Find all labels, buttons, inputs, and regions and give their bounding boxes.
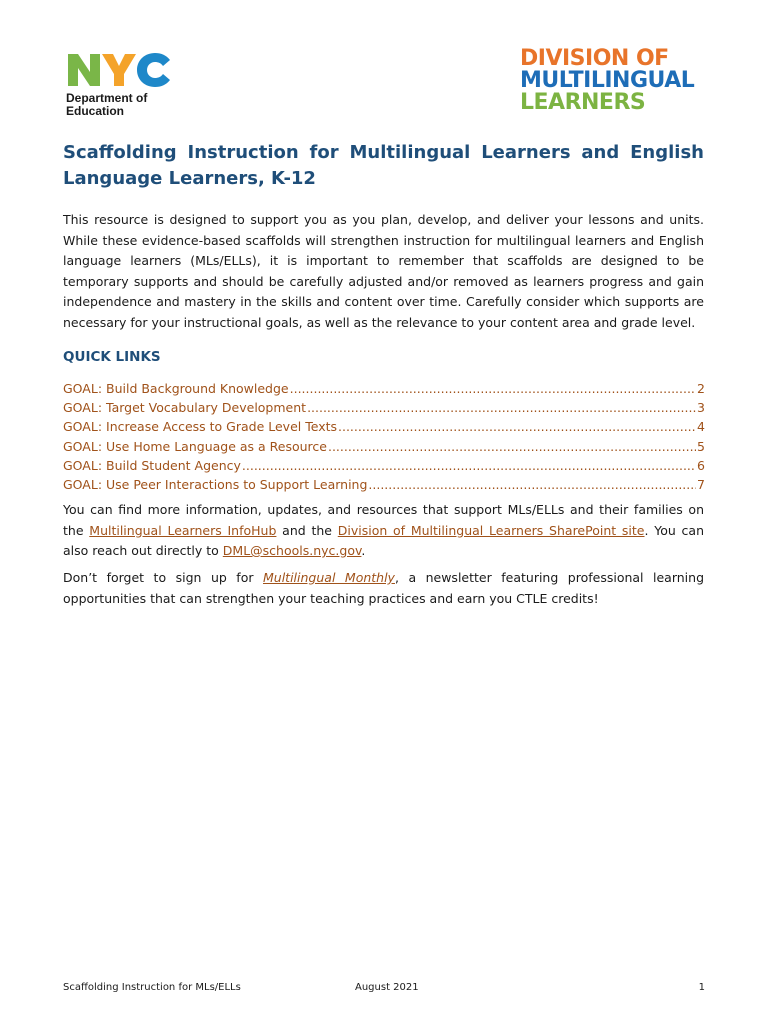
nyc-department-name <box>66 92 186 118</box>
quick-link-label: GOAL: Use Peer Interactions to Support Learning <box>63 477 368 493</box>
quick-link-leader <box>290 379 696 398</box>
footer-page-number: 1 <box>698 982 705 993</box>
quick-link-page: 3 <box>697 400 705 416</box>
footer-document-name: Scaffolding Instruction for MLs/ELLs <box>63 982 241 993</box>
quick-link-page: 6 <box>697 457 705 473</box>
email-link[interactable]: DML@schools.nyc.gov <box>222 543 362 558</box>
quick-link-vocabulary[interactable] <box>63 398 705 417</box>
newsletter-link[interactable]: Multilingual Monthly <box>263 570 395 585</box>
newsletter-paragraph <box>63 568 704 609</box>
dml-logo-line-3: LEARNERS <box>520 90 646 115</box>
infohub-link[interactable]: Multilingual Learners InfoHub <box>89 522 277 538</box>
resources-text: You can find more information, updates, and resources that support MLs/ELLs and their families on the <box>63 502 704 538</box>
dml-logo-line-1: DIVISION OF <box>520 46 669 71</box>
nyc-department-line-2: Education <box>66 104 125 118</box>
resources-text: and the <box>276 522 338 538</box>
quick-link-grade-level-texts[interactable] <box>63 417 705 436</box>
quick-links-list <box>63 379 705 494</box>
document-title: Scaffolding Instruction for Multilingual Learners and English Language Learners, K-12 <box>63 142 704 189</box>
footer-date: August 2021 <box>355 982 419 993</box>
quick-link-home-language[interactable] <box>63 437 705 456</box>
quick-link-leader <box>328 437 696 456</box>
newsletter-text: , a newsletter featuring professional learning opportunities that can strengthen your teaching practices and earn you CTLE credits! <box>63 570 705 606</box>
quick-link-leader <box>368 475 696 494</box>
quick-link-page: 4 <box>697 419 705 435</box>
quick-link-label: GOAL: Build Student Agency <box>63 457 241 473</box>
quick-link-page: 5 <box>697 438 705 454</box>
quick-link-leader <box>338 417 696 436</box>
quick-link-label: GOAL: Increase Access to Grade Level Texts <box>63 419 338 435</box>
quick-link-label: GOAL: Build Background Knowledge <box>63 381 289 396</box>
quick-link-leader <box>307 398 696 417</box>
dml-logo <box>520 48 704 114</box>
quick-links-heading: QUICK LINKS <box>63 349 161 365</box>
quick-link-page: 7 <box>697 477 705 493</box>
newsletter-text: Don’t forget to sign up for <box>63 570 263 585</box>
nyc-department-line-1: Department of <box>66 91 148 105</box>
nyc-letters-logo <box>66 50 172 88</box>
intro-paragraph: This resource is designed to support you as you plan, develop, and deliver your lessons and units. While these evidence-based scaffolds will strengthen instruction for multilingual learners and English language learners (MLs/ELLs), it is important to remember that scaffolds are designed to be temporary supports and should be carefully adjusted and/or removed as learners progress and gain independence and mastery in the skills and content over time. Carefully consider which supports are necessary for your instructional goals, as well as the relevance to your content area and grade level. <box>63 212 704 330</box>
sharepoint-link[interactable]: Division of Multilingual Learners SharePoint site <box>337 522 645 538</box>
page-footer <box>63 982 705 996</box>
quick-link-student-agency[interactable] <box>63 456 705 475</box>
resources-paragraph <box>63 500 704 562</box>
quick-link-peer-interactions[interactable] <box>63 475 705 494</box>
quick-link-label: GOAL: Use Home Language as a Resource <box>63 438 327 454</box>
nyc-doe-logo <box>66 50 186 118</box>
quick-link-page: 2 <box>697 381 705 396</box>
quick-link-leader <box>242 456 696 475</box>
dml-logo-line-2: MULTILINGUAL <box>520 68 695 93</box>
resources-text: . <box>361 543 366 558</box>
quick-link-label: GOAL: Target Vocabulary Development <box>63 400 307 416</box>
resources-text: . You can also reach out directly to <box>63 522 705 558</box>
quick-link-background-knowledge[interactable] <box>63 379 705 398</box>
